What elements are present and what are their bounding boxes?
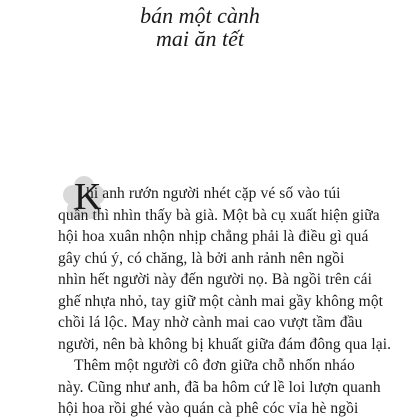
text-line: hội hoa xuân nhộn nhịp chẳng phải là điều gì quá [58,228,369,245]
paragraph-1 [58,183,390,355]
text-line: ghế nhựa nhỏ, tay giữ một cành mai gầy không một [58,292,384,310]
text-line: này. Cũng như anh, đã ba hôm cứ lề loi lượn quanh [58,378,381,396]
text-line: quần thì nhìn thấy bà già. Một bà cụ xuất hiện giữa [58,206,380,224]
text-line: người, nên bà không bị khuất giữa đám đông qua lại. [58,335,392,353]
paragraph-2 [58,355,390,420]
text-line: gây chú ý, có chăng, là bởi anh rảnh nên ngồi [58,249,345,267]
text-line: Thêm một người cô đơn giữa chỗ nhốn nháo [74,357,355,374]
story-body [58,183,390,420]
chapter-title-line-1: bán một cành [140,3,260,28]
text-line: hi anh rướn người nhét cặp vé số vào túi [86,185,341,202]
text-line: hội hoa rồi ghé vào quán cà phê cóc vỉa hè ngồi [58,400,359,417]
chapter-title-line-2: mai ăn tết [156,26,244,51]
drop-cap-letter: K [74,176,102,218]
chapter-title [0,4,400,50]
text-line: chồi lá lộc. May nhờ cành mai cao vượt tầm đầu [58,314,363,331]
text-line: nhìn hết người này đến người nọ. Bà ngồi trên cái [58,271,373,288]
